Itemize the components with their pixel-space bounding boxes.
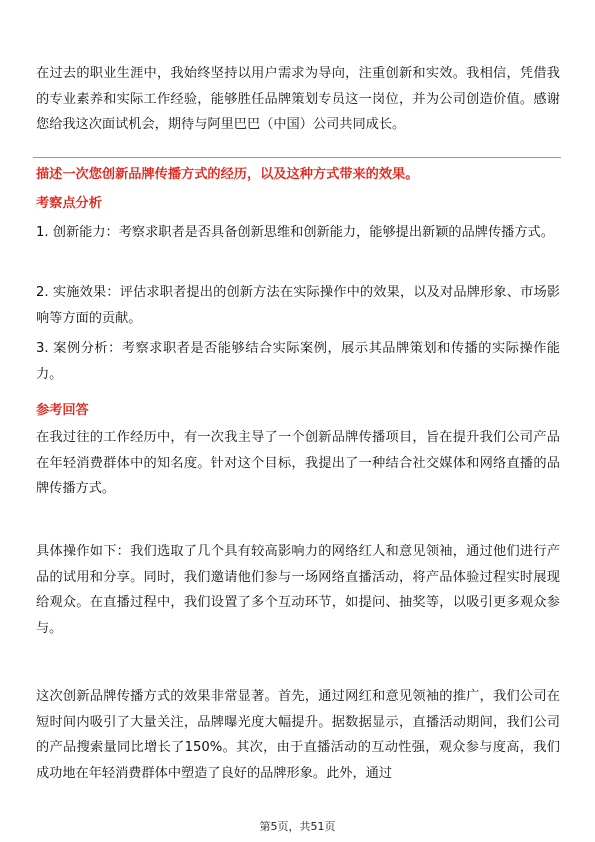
section-divider	[33, 157, 561, 158]
analysis-point-3: 3. 案例分析：考察求职者是否能够结合实际案例，展示其品牌策划和传播的实际操作能力。	[36, 341, 560, 382]
answer-paragraph-2: 具体操作如下：我们选取了几个具有较高影响力的网络红人和意见领袖，通过他们进行产品的试用和分享。同时，我们邀请他们参与一场网络直播活动，将产品体验过程实时展现给观众。在直播过程中，我们设置了多个互动环节，如提问、抽奖等，以吸引更多观众参与。	[36, 544, 560, 636]
analysis-point-2: 2. 实施效果：评估求职者提出的创新方法在实际操作中的效果，以及对品牌形象、市场影响等方面的贡献。	[36, 285, 560, 326]
answer-paragraph-1: 在我过往的工作经历中，有一次我主导了一个创新品牌传播项目，旨在提升我们公司产品在年轻消费群体中的知名度。针对这个目标，我提出了一种结合社交媒体和网络直播的品牌传播方式。	[36, 430, 560, 496]
answer-paragraph-3: 这次创新品牌传播方式的效果非常显著。首先，通过网红和意见领袖的推广，我们公司在短时间内吸引了大量关注，品牌曝光度大幅提升。据数据显示，直播活动期间，我们公司的产品搜索量同比增长了150%。其次，由于直播活动的互动性强，观众参与度高，我们成功地在年轻消费群体中塑造了良好的品牌形象。此外，通过	[36, 689, 560, 781]
page-number-footer: 第5页，共51页	[259, 820, 336, 833]
analysis-point-1: 1. 创新能力：考察求职者是否具备创新思维和创新能力，能够提出新颖的品牌传播方式。	[36, 225, 554, 240]
question-text: 描述一次您创新品牌传播方式的经历，以及这种方式带来的效果。	[36, 167, 419, 182]
answer-heading: 参考回答	[36, 403, 89, 418]
intro-paragraph: 在过去的职业生涯中，我始终坚持以用户需求为导向，注重创新和实效。我相信，凭借我的专业素养和实际工作经验，能够胜任品牌策划专员这一岗位，并为公司创造价值。感谢您给我这次面试机会，期待与阿里巴巴（中国）公司共同成长。	[36, 66, 560, 132]
analysis-heading: 考察点分析	[36, 196, 102, 211]
